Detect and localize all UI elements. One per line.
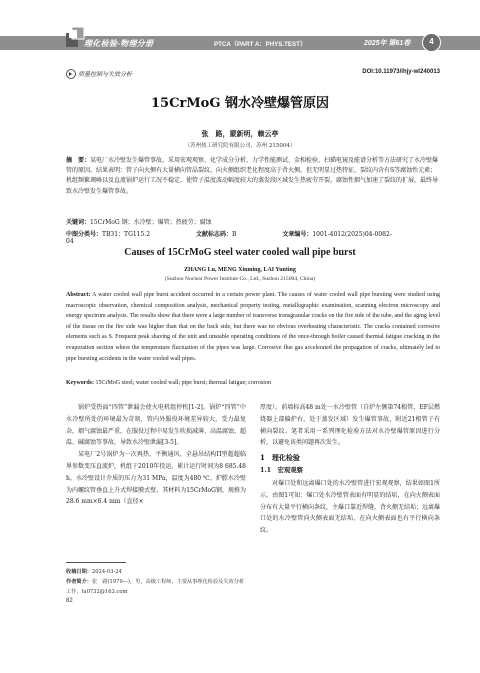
sub-header bbox=[66, 68, 440, 80]
journal-issue: 2025年 第61卷 bbox=[364, 40, 411, 47]
doc-value: B bbox=[231, 231, 237, 238]
body-paragraph: 厚度）。前墙标高48 m处一水冷壁管（自炉左侧第74根管，EF层燃烧器上部偏炉右，处于蒸发区域）发生爆管事故，附近21根管子有横向裂纹。笔者采用一系列理化检验方法对水冷壁爆管原因进行分析，以避免该类问题再次发生。 bbox=[260, 404, 440, 447]
doc-code bbox=[196, 231, 258, 238]
body-paragraph: 某电厂2号锅炉为一次再热、平衡通风、全悬吊结构Π型超超临界参数变压直流炉，机组于2010年投运，累计运行时间为8 685.48 h。水冷壁设计介质的压力为31 MPa，温度为480 ℃。炉膛水冷壁为内螺纹管垂直上升式焊接膜式壁，其材料为15CrMoG钢，规格为28.6 mm×6.4 mm（直径× bbox=[66, 451, 246, 506]
footnote bbox=[66, 567, 246, 597]
clc-label: 中图分类号： bbox=[66, 231, 103, 238]
journal-name: PTCA（PART A：PHYS.TEST） bbox=[214, 41, 307, 48]
abstract-en bbox=[66, 290, 440, 364]
author-bio-text: 张 路(1979—)，男，高级工程师，主要从事理化检验及失效分析工作，lu0732@163.com bbox=[66, 579, 245, 595]
doc-label: 文献标志码： bbox=[195, 231, 232, 238]
keywords-en-label: Keywords: bbox=[66, 380, 94, 386]
article-doi[interactable]: DOI:10.11973/lhjy-wl240013 bbox=[362, 69, 440, 75]
keywords-cn-label: 关键词： bbox=[66, 219, 91, 226]
section-heading: 1 理化检验 bbox=[260, 453, 300, 463]
keywords-en bbox=[66, 380, 440, 386]
authors-en: ZHANG Lu, MENG Xinming, LAI Yunting bbox=[184, 267, 296, 273]
body-paragraph: 对爆口处和远离爆口处的水冷壁管进行宏观观察，结果如图1所示。由图1可知：爆口处水冷壁管表面有明显的结垢，在向火侧表面分布有大量平行横向条纹，主爆口靠近焊缝，背火侧无结垢；远离爆口处的水冷壁管向火侧表面无结垢，在向火侧表面也有平行横向条纹。 bbox=[260, 479, 441, 535]
clc-value: TB31；TG115.2 bbox=[102, 231, 151, 238]
authors-cn: 张 路，蒙新明，赖云亭 bbox=[201, 129, 279, 138]
received-date bbox=[66, 567, 246, 577]
page-tab-badge: 4 bbox=[422, 33, 441, 52]
page-number: 82 bbox=[66, 598, 73, 604]
received-label: 收稿日期： bbox=[66, 569, 92, 575]
author-bio bbox=[66, 577, 246, 597]
body-column-right bbox=[260, 402, 440, 537]
abstract-cn-label: 摘 要： bbox=[66, 157, 91, 164]
abstract-en-label: Abstract: bbox=[66, 292, 91, 298]
affiliation-cn: （苏州热工研究院有限公司，苏州 215004） bbox=[184, 143, 296, 149]
classification-line bbox=[66, 229, 440, 245]
id-value: 1001-4012(2025)04-0082-04 bbox=[66, 231, 392, 245]
id-label: 文章编号： bbox=[282, 231, 313, 238]
journal-brand: 理化检验-物理分册 bbox=[84, 39, 154, 48]
clc-number bbox=[66, 231, 172, 238]
subsection-heading: 1.1 宏观观察 bbox=[260, 466, 304, 475]
abstract-cn bbox=[66, 156, 440, 197]
article-title-en: Causes of 15CrMoG steel water cooled wall pipe burst bbox=[124, 247, 356, 258]
abstract-en-text: A water cooled wall pipe burst accident occurred in a certain power plant. The causes of water cooled wall pipe bursting were studied using macroscopic observation, chemical composition analysis, mechanical property testing, metallographic examination, scanning electron microscopy and energy spectrum analysis. The results show that there were a large number of transverse transgranular cracks on the fire side of the tube, and the aging level of the tissue on the fire side was higher than that on the back side, but there was no obvious overheating characteristic. The cracks contained corrosive elements such as S. Frequent peak shaving of the unit and unstable operating conditions of the once-through boiler caused thermal fatigue cracking in the evaporation section where the temperature fluctuation of the pipes was large. Corrosive flue gas accelerated the propagation of cracks, ultimately led to pipe bursting accidents in the water cooled wall pipes. bbox=[66, 292, 441, 362]
affiliation-en: (Suzhou Nuclear Power Institute Co., Ltd., Suzhou 215004, China) bbox=[164, 276, 316, 282]
body-paragraph: 锅炉受热面“四管”泄漏会使火电机组停机[1-2]。锅炉“四管”中水冷壁所处的环境最为苛刻，管内外服役环境差异较大，受力最复杂，烟气腐蚀最严重，在服役过程中易发生吹损减薄、高温腐蚀、超温、碱腐蚀等事故，导致水冷壁泄漏[3-5]。 bbox=[66, 404, 247, 447]
section-arrow-icon bbox=[66, 69, 76, 79]
keywords-cn bbox=[66, 218, 440, 228]
body-column-left bbox=[66, 402, 246, 508]
footnote-rule bbox=[66, 562, 126, 563]
article-title-cn: 15CrMoG 钢水冷壁爆管原因 bbox=[151, 96, 329, 111]
keywords-en-text: 15CrMoG steel; water cooled wall; pipe burst; thermal fatigue; corrosion bbox=[95, 380, 271, 386]
author-bio-label: 作者简介： bbox=[66, 579, 92, 585]
abstract-cn-text: 某电厂水冷壁发生爆管事故。采用宏观观察、化学成分分析、力学性能测试、金相检验、扫描电镜及能谱分析等方法研究了水冷壁爆管的原因。结果表明：管子向火侧有大量横向管晶裂纹，向火侧组织老化程度高于背火侧，但无明显过热特征，裂纹内含有S等腐蚀性元素；机组频繁调峰以及直流锅炉运行工况不稳定，使管子温度波动幅度较大的蒸发段区域发生热疲劳开裂，腐蚀性烟气加速了裂纹的扩展，最终导致水冷壁发生爆管事故。 bbox=[66, 157, 439, 195]
keywords-cn-text: 15CrMoG 钢；水冷壁；爆管；热疲劳；腐蚀 bbox=[90, 219, 212, 226]
received-value: 2024-03-24 bbox=[91, 569, 122, 575]
article-category: 质量控制与失效分析 bbox=[78, 71, 133, 78]
